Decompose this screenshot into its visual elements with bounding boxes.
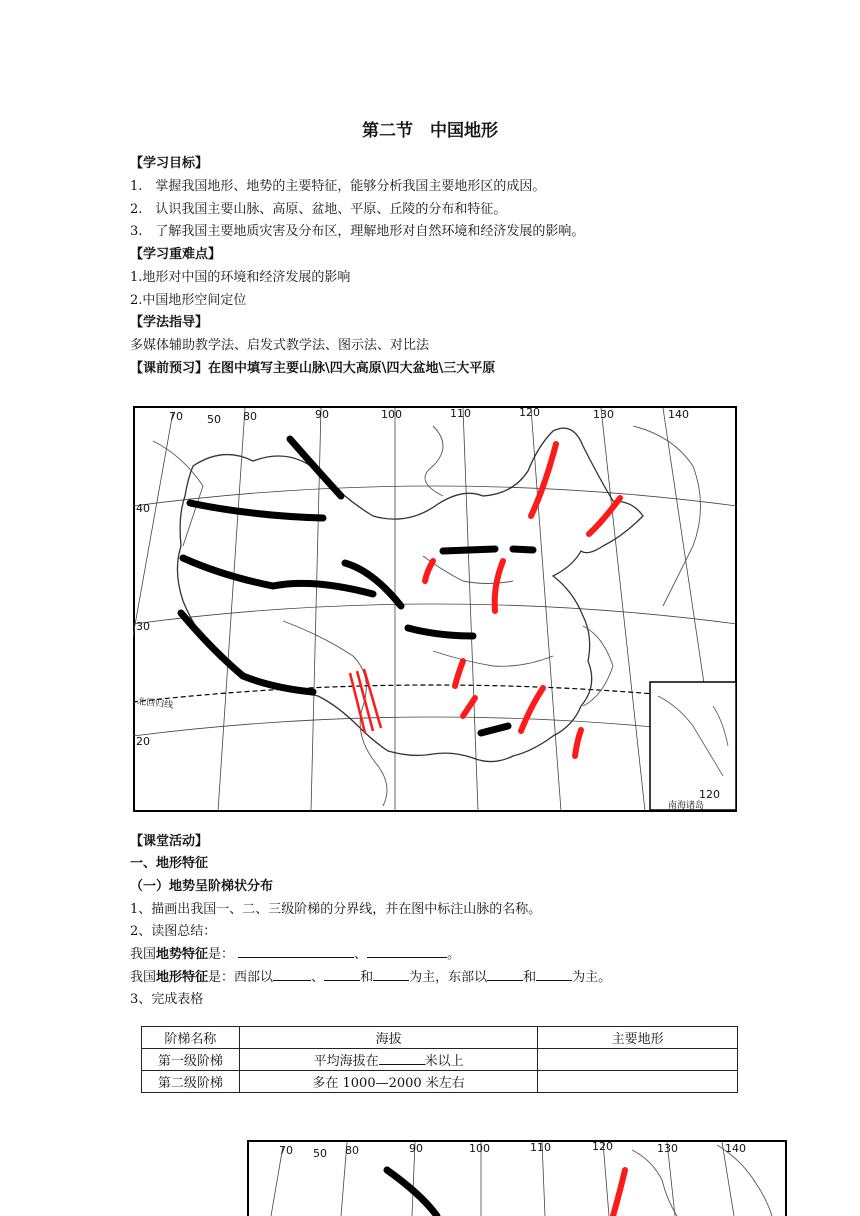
text: 西部以	[234, 970, 274, 985]
answer-blank[interactable]	[487, 968, 523, 981]
text: 我国	[130, 947, 157, 962]
text: 我国	[130, 970, 157, 985]
table-row	[142, 1049, 738, 1071]
terrain-feature-line	[130, 943, 460, 962]
altitude-cell: 多在 1000—2000 米左右	[239, 1071, 538, 1093]
method-heading: 【学法指导】	[130, 315, 209, 330]
task-3: 3、完成表格	[130, 992, 204, 1007]
answer-blank[interactable]	[273, 968, 311, 981]
answer-blank[interactable]	[238, 945, 354, 958]
text: 地势特征	[156, 947, 209, 962]
south-china-sea-inset	[650, 682, 736, 810]
step-name: 第一级阶梯	[142, 1049, 240, 1071]
lon-label: 120	[592, 1140, 613, 1153]
lon-label: 90	[315, 408, 329, 421]
text: 为主，东部以	[409, 970, 488, 985]
lon-label: 90	[409, 1142, 423, 1155]
lon-label: 120	[519, 406, 540, 419]
section-1-title: 一、地形特征	[130, 856, 209, 871]
lat-label: 30	[136, 620, 150, 633]
method-text: 多媒体辅助教学法、启发式教学法、图示法、对比法	[130, 338, 430, 353]
inset-tick: 120	[699, 788, 720, 801]
staircase-table	[141, 1026, 738, 1093]
text: 、	[354, 947, 368, 962]
text: 。	[447, 947, 461, 962]
inset-label: 南海诸岛	[668, 801, 705, 811]
table-header-row	[142, 1027, 738, 1049]
landform-cell[interactable]	[538, 1049, 738, 1071]
lon-label: 100	[381, 408, 402, 421]
text: 是：	[208, 970, 235, 985]
map-frame	[134, 407, 736, 811]
text: 为主。	[572, 970, 612, 985]
lon-label: 80	[243, 410, 257, 423]
objectives-heading: 【学习目标】	[130, 156, 209, 171]
lon-label: 70	[169, 410, 183, 423]
lat-label: 20	[136, 735, 150, 748]
lon-label: 140	[668, 408, 689, 421]
map-frame	[248, 1141, 786, 1216]
table-header: 阶梯名称	[142, 1027, 240, 1049]
task-1: 1、描画出我国一、二、三级阶梯的分界线，并在图中标注山脉的名称。	[130, 902, 542, 917]
lon-label: 140	[725, 1142, 746, 1155]
task-2: 2、读图总结：	[130, 924, 217, 939]
page-title: 第二节 中国地形	[362, 121, 498, 141]
lon-label: 80	[345, 1144, 359, 1157]
key-point-item-2: 2.中国地形空间定位	[130, 293, 247, 308]
answer-blank[interactable]	[379, 1052, 425, 1065]
lon-label: 70	[279, 1144, 293, 1157]
lon-label: 130	[657, 1142, 678, 1155]
landform-feature-line	[130, 966, 611, 985]
china-relief-map	[133, 406, 737, 812]
activity-heading: 【课堂活动】	[130, 834, 209, 849]
altitude-cell	[239, 1049, 538, 1071]
text: 米以上	[424, 1054, 464, 1069]
text: 和	[523, 970, 537, 985]
answer-blank[interactable]	[367, 945, 447, 958]
table-row	[142, 1071, 738, 1093]
text: 、	[311, 970, 325, 985]
text: 是：	[208, 947, 235, 962]
key-points-heading: 【学习重难点】	[130, 247, 222, 262]
china-relief-map-2	[247, 1140, 787, 1216]
lon-label: 110	[450, 407, 471, 420]
preview-instruction: 【课前预习】在图中填写主要山脉\四大高原\四大盆地\三大平原	[130, 361, 496, 376]
answer-blank[interactable]	[373, 968, 409, 981]
objective-item-3: 3. 了解我国主要地质灾害及分布区，理解地形对自然环境和经济发展的影响。	[130, 224, 585, 239]
lon-label: 50	[313, 1147, 327, 1160]
table-header: 海拔	[239, 1027, 538, 1049]
answer-blank[interactable]	[324, 968, 360, 981]
landform-cell[interactable]	[538, 1071, 738, 1093]
step-name: 第二级阶梯	[142, 1071, 240, 1093]
text: 和	[360, 970, 374, 985]
lat-label: 40	[136, 502, 150, 515]
objective-item-2: 2. 认识我国主要山脉、高原、盆地、平原、丘陵的分布和特征。	[130, 202, 507, 217]
text: 地形特征	[156, 970, 209, 985]
objective-item-1: 1. 掌握我国地形、地势的主要特征，能够分析我国主要地形区的成因。	[130, 179, 546, 194]
answer-blank[interactable]	[536, 968, 572, 981]
key-point-item-1: 1.地形对中国的环境和经济发展的影响	[130, 270, 351, 285]
text: 平均海拔在	[313, 1054, 379, 1069]
lon-label: 110	[530, 1141, 551, 1154]
lon-label: 100	[469, 1142, 490, 1155]
tropic-label: 北回归线	[136, 697, 174, 711]
table-header: 主要地形	[538, 1027, 738, 1049]
lon-label: 50	[207, 413, 221, 426]
lon-label: 130	[593, 408, 614, 421]
subsection-1-title: （一）地势呈阶梯状分布	[130, 879, 274, 894]
